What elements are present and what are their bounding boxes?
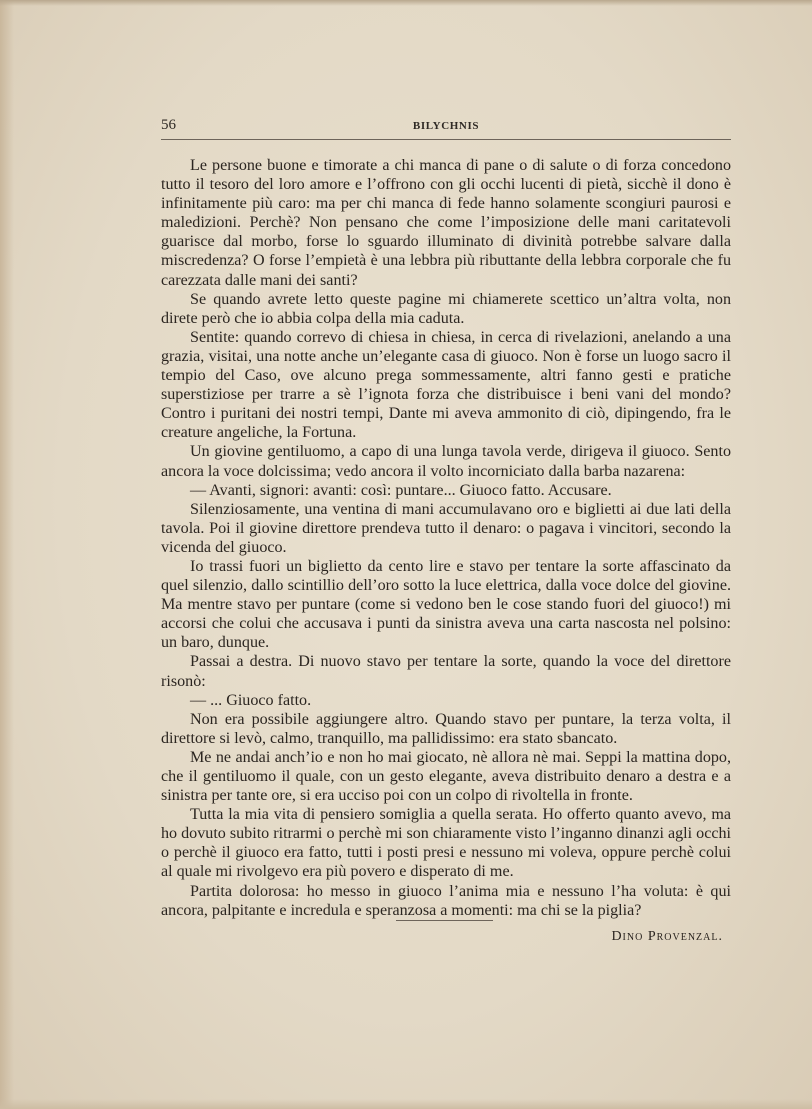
page-number: 56 — [161, 117, 176, 133]
end-rule — [396, 920, 493, 921]
header-rule — [161, 139, 731, 140]
journal-title: BILYCHNIS — [412, 120, 480, 132]
running-head — [161, 117, 731, 139]
author-signature: Dino Provenzal. — [611, 928, 723, 944]
paragraph-7: Io trassi fuori un biglietto da cento lire e stavo per tentare la sorte affascinato da quel silenzio, dallo scintillio dell’oro sotto la luce elettrica, dalla voce dolce del giovine. Ma mentre stavo per puntare (come si vedono ben le cose stando fuori del giuoco!) mi accorsi che colui che accusava i punti da sinistra aveva una carta nascosta nel polsino: un baro, dunque. — [161, 557, 731, 652]
paragraph-4: Un giovine gentiluomo, a capo di una lunga tavola verde, dirigeva il giuoco. Sento ancora la voce dolcissima; vedo ancora il volto incorniciato dalla barba nazarena: — [161, 443, 731, 480]
paragraph-13: Partita dolorosa: ho messo in giuoco l’anima mia e nessuno l’ha voluta: è qui ancora, palpitante e incredula e speranzosa a momenti: ma chi se la piglia? — [161, 882, 731, 919]
article-body — [161, 156, 731, 946]
paragraph-12: Tutta la mia vita di pensiero somiglia a quella serata. Ho offerto quanto avevo, ma ho dovuto subito ritrarmi o perchè mi son chiaramente visto l’inganno dinanzi agli occhi o perchè il giuoco era fatto, tutti i posti presi e nessuno mi voleva, oppure perchè colui al quale mi rivolgevo era più povero e disperato di me. — [161, 806, 731, 881]
paragraph-1: Le persone buone e timorate a chi manca di pane o di salute o di forza concedono tutto il tesoro del loro amore e l’offrono con gli occhi lucenti di pietà, sicchè il dono è infinitamente più caro: ma per chi manca di fede hanno solamente scongiuri paurosi e maledizioni. Perchè? Non pensano che come l’imposizione delle mani caritatevoli guarisce dal morbo, forse lo sguardo illuminato di divinità potrebbe salvare dalla miscredenza? O forse l’empietà è una lebbra più ributtante della lebbra corporale che fu carezzata dalle mani dei santi? — [161, 157, 731, 289]
paragraph-6: Silenziosamente, una ventina di mani accumulavano oro e biglietti ai due lati della tavola. Poi il giovine direttore prendeva tutto il denaro: o pagava i vincitori, secondo la vicenda del giuoco. — [161, 500, 731, 556]
page-shadow-left — [0, 0, 14, 1109]
paragraph-9: — ... Giuoco fatto. — [190, 691, 312, 709]
paragraph-2: Se quando avrete letto queste pagine mi chiamerete scettico un’altra volta, non direte però che io abbia colpa della mia caduta. — [161, 290, 731, 327]
page-shadow-bottom — [0, 1099, 812, 1109]
paragraph-5: — Avanti, signori: avanti: così: puntare... Giuoco fatto. Accusare. — [190, 481, 612, 499]
paragraph-10: Non era possibile aggiungere altro. Quando stavo per puntare, la terza volta, il direttore si levò, calmo, tranquillo, ma pallidissimo: era stato sbancato. — [161, 710, 731, 747]
paragraph-11: Me ne andai anch’io e non ho mai giocato, nè allora nè mai. Seppi la mattina dopo, che il gentiluomo il quale, con un gesto elegante, aveva distribuito denaro a destra e a sinistra per tante ore, si era ucciso poi con un colpo di rivoltella in fronte. — [161, 748, 731, 805]
paragraph-3: Sentite: quando correvo di chiesa in chiesa, in cerca di rivelazioni, anelando a una grazia, visitai, una notte anche un’elegante casa di giuoco. Non è forse un luogo sacro il tempio del Caso, ove alcuno prega sommessamente, altri fanno gesti e pratiche superstiziose per trarre a sè l’ignota forza che distribuisce i beni vani del mondo? Contro i puritani dei nostri tempi, Dante mi aveva ammonito di ciò, dipingendo, fra le creature angeliche, la Fortuna. — [161, 328, 731, 442]
paragraph-8: Passai a destra. Di nuovo stavo per tentare la sorte, quando la voce del direttore risonò: — [161, 653, 731, 690]
page-shadow-top — [0, 0, 812, 6]
